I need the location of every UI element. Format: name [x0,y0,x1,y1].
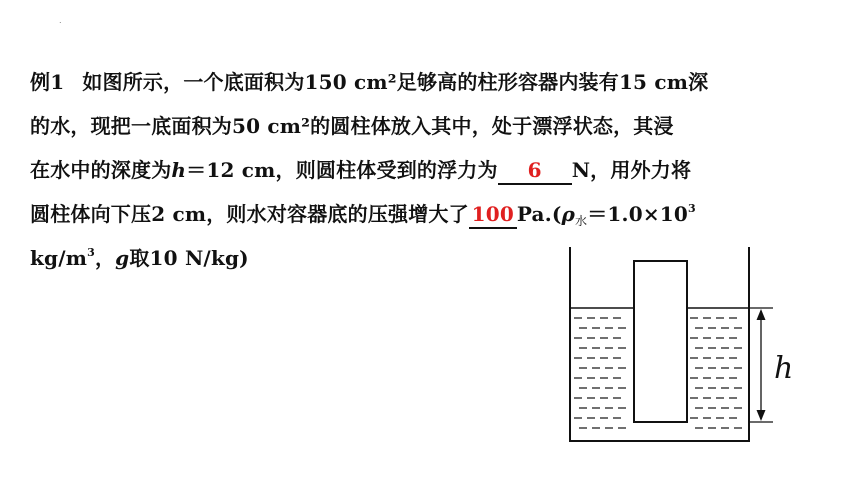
line-1-text: 如图所示，一个底面积为150 cm²足够高的柱形容器内装有15 cm深 [82,70,709,94]
var-h: h [171,158,187,182]
var-g: g [115,246,130,270]
exponent-3a: 3 [688,202,696,215]
problem-line-4 [30,192,830,236]
answer-blank-pressure [469,201,517,229]
line-5-text-b: ， [94,246,116,270]
cylinder [634,261,687,422]
line-4-text-b: Pa.( [516,202,562,226]
line-4-text-c: ＝1.0×10 [587,202,689,226]
problem-line-2 [30,104,830,148]
decorative-dot: . [59,16,62,25]
answer-pressure: 100 [471,202,514,226]
problem-line-1 [30,60,830,104]
example-label: 例1 [30,70,65,94]
arrow-up-icon [757,309,766,320]
height-label: h [774,351,794,386]
line-5-text-a: kg/m [30,246,88,270]
var-rho: ρ [561,202,576,226]
line-3-text-c: N，用外力将 [571,158,692,182]
answer-blank-buoyancy [498,157,572,185]
line-4-text-a: 圆柱体向下压2 cm，则水对容器底的压强增大了 [30,202,469,226]
line-5-text-c: 取10 N/kg) [129,246,249,270]
answer-buoyancy: 6 [527,158,542,182]
line-3-text-a: 在水中的深度为 [30,158,172,182]
exponent-3b: 3 [87,246,95,259]
subscript-water: 水 [575,214,588,228]
line-3-text-b: ＝12 cm，则圆柱体受到的浮力为 [186,158,498,182]
line-2-text: 的水，现把一底面积为50 cm²的圆柱体放入其中，处于漂浮状态，其浸 [30,114,674,138]
problem-line-3 [30,148,830,192]
arrow-down-icon [757,410,766,421]
container-diagram [545,245,805,450]
